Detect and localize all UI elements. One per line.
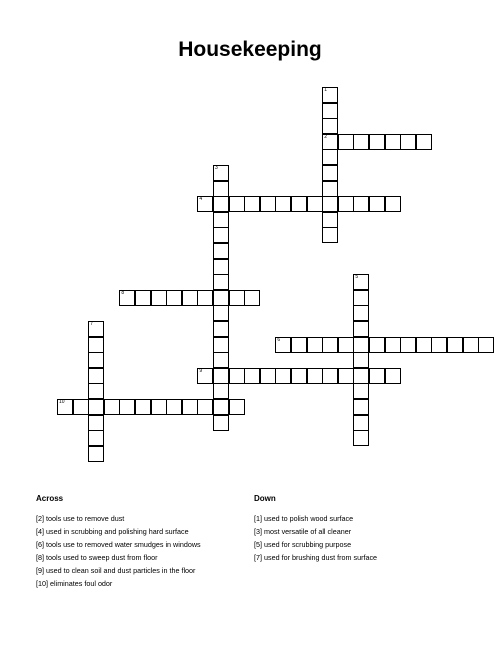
across-clue-list (36, 512, 246, 590)
cell-number: 1 (324, 87, 327, 93)
cell-number: 9 (199, 367, 203, 374)
grid-cell[interactable] (322, 118, 338, 134)
cell-number: 5 (355, 274, 359, 281)
grid-cell[interactable] (322, 149, 338, 165)
grid-cell[interactable] (88, 383, 104, 399)
clue-text: tools used to sweep dust from floor (46, 553, 158, 562)
grid-cell[interactable] (353, 383, 369, 399)
grid-cell[interactable] (338, 337, 354, 353)
grid-cell[interactable] (385, 337, 401, 353)
clue-number: [3] (254, 527, 262, 536)
grid-cell[interactable] (275, 337, 291, 353)
cell-number: 3 (215, 165, 218, 171)
grid-cell[interactable] (88, 415, 104, 431)
down-clue (254, 551, 474, 564)
grid-cell[interactable] (353, 321, 369, 337)
clue-text: used in scrubbing and polishing hard surface (46, 527, 189, 536)
grid-cell[interactable] (88, 321, 104, 337)
grid-cell[interactable] (307, 196, 323, 212)
grid-cell[interactable] (385, 134, 401, 150)
grid-cell[interactable] (88, 352, 104, 368)
grid-cell[interactable] (322, 181, 338, 197)
clue-number: [10] (36, 579, 48, 588)
grid-cell[interactable] (213, 227, 229, 243)
grid-cell[interactable] (104, 399, 120, 415)
grid-cell[interactable] (369, 368, 385, 384)
grid-cell[interactable] (353, 399, 369, 415)
clue-text: tools use to remove dust (46, 514, 125, 523)
grid-cell[interactable] (213, 399, 229, 415)
clue-text: used for brushing dust from surface (264, 553, 378, 562)
grid-cell[interactable] (338, 368, 354, 384)
grid-cell[interactable] (322, 165, 338, 181)
grid-cell[interactable] (119, 290, 135, 306)
down-clue (254, 525, 474, 538)
across-clues (36, 494, 246, 590)
grid-cell[interactable] (416, 337, 432, 353)
grid-cell[interactable] (353, 274, 369, 290)
grid-cell[interactable] (353, 415, 369, 431)
grid-cell[interactable] (88, 399, 104, 415)
cell-number: 4 (199, 196, 203, 203)
grid-cell[interactable] (229, 290, 245, 306)
grid-cell[interactable] (478, 337, 494, 353)
grid-cell[interactable] (369, 196, 385, 212)
across-clue (36, 577, 246, 590)
grid-cell[interactable] (291, 368, 307, 384)
grid-cell[interactable] (353, 196, 369, 212)
grid-cell[interactable] (213, 290, 229, 306)
clue-text: most versatile of all cleaner (264, 527, 352, 536)
across-clue (36, 551, 246, 564)
grid-cell[interactable] (447, 337, 463, 353)
grid-cell[interactable] (229, 368, 245, 384)
grid-cell[interactable] (353, 337, 369, 353)
grid-cell[interactable] (353, 290, 369, 306)
grid-cell[interactable] (73, 399, 89, 415)
grid-cell[interactable] (244, 290, 260, 306)
grid-cell[interactable] (229, 399, 245, 415)
grid-cell[interactable] (197, 399, 213, 415)
down-clue (254, 538, 474, 551)
down-clue-list (254, 512, 474, 564)
cell-number: 2 (324, 133, 327, 140)
clue-text: eliminates foul odor (50, 579, 113, 588)
clue-number: [9] (36, 566, 44, 575)
grid-cell[interactable] (353, 430, 369, 446)
grid-cell[interactable] (151, 290, 167, 306)
grid-cell[interactable] (197, 290, 213, 306)
clue-text: used to polish wood surface (264, 514, 354, 523)
cell-number: 8 (121, 289, 125, 296)
clue-number: [2] (36, 514, 44, 523)
grid-cell[interactable] (291, 337, 307, 353)
grid-cell[interactable] (400, 337, 416, 353)
grid-cell[interactable] (353, 305, 369, 321)
clue-number: [5] (254, 540, 262, 549)
grid-cell[interactable] (197, 368, 213, 384)
grid-cell[interactable] (369, 134, 385, 150)
cell-number: 6 (277, 336, 281, 343)
grid-cell[interactable] (244, 368, 260, 384)
clue-number: [7] (254, 553, 262, 562)
grid-cell[interactable] (322, 134, 338, 150)
grid-cell[interactable] (151, 399, 167, 415)
grid-cell[interactable] (322, 212, 338, 228)
clue-number: [6] (36, 540, 44, 549)
clue-text: used to clean soil and dust particles in the floor (46, 566, 196, 575)
grid-cell[interactable] (244, 196, 260, 212)
grid-cell[interactable] (353, 134, 369, 150)
across-clue (36, 564, 246, 577)
grid-cell[interactable] (275, 368, 291, 384)
grid-cell[interactable] (213, 181, 229, 197)
cell-number: 7 (90, 321, 93, 327)
grid-cell[interactable] (166, 290, 182, 306)
grid-cell[interactable] (213, 196, 229, 212)
cell-number: 10 (59, 399, 65, 405)
grid-cell[interactable] (322, 87, 338, 103)
grid-cell[interactable] (322, 368, 338, 384)
grid-cell[interactable] (213, 259, 229, 275)
grid-cell[interactable] (119, 399, 135, 415)
across-clue (36, 512, 246, 525)
down-heading: Down (254, 494, 276, 503)
grid-cell[interactable] (213, 352, 229, 368)
grid-cell[interactable] (369, 337, 385, 353)
grid-cell[interactable] (260, 196, 276, 212)
grid-cell[interactable] (353, 368, 369, 384)
grid-cell[interactable] (385, 368, 401, 384)
grid-cell[interactable] (213, 305, 229, 321)
grid-cell[interactable] (353, 352, 369, 368)
grid-cell[interactable] (463, 337, 479, 353)
across-heading: Across (36, 494, 64, 503)
grid-cell[interactable] (322, 227, 338, 243)
grid-cell[interactable] (135, 399, 151, 415)
puzzle-title: Housekeeping (178, 38, 322, 61)
clue-text: used for scrubbing purpose (264, 540, 352, 549)
grid-cell[interactable] (385, 196, 401, 212)
grid-cell[interactable] (213, 165, 229, 181)
grid-cell[interactable] (88, 337, 104, 353)
grid-cell[interactable] (88, 430, 104, 446)
grid-cell[interactable] (88, 368, 104, 384)
across-clue (36, 538, 246, 551)
grid-cell[interactable] (135, 290, 151, 306)
down-clues (254, 494, 474, 564)
grid-cell[interactable] (291, 196, 307, 212)
clue-number: [8] (36, 553, 44, 562)
grid-cell[interactable] (213, 415, 229, 431)
grid-cell[interactable] (213, 368, 229, 384)
grid-cell[interactable] (213, 243, 229, 259)
grid-cell[interactable] (400, 134, 416, 150)
grid-cell[interactable] (416, 134, 432, 150)
grid-cell[interactable] (338, 196, 354, 212)
grid-cell[interactable] (182, 399, 198, 415)
down-clue (254, 512, 474, 525)
grid-cell[interactable] (57, 399, 73, 415)
grid-cell[interactable] (431, 337, 447, 353)
across-clue (36, 525, 246, 538)
grid-cell[interactable] (213, 274, 229, 290)
grid-cell[interactable] (307, 337, 323, 353)
clue-text: tools use to removed water smudges in windows (46, 540, 201, 549)
grid-cell[interactable] (213, 212, 229, 228)
grid-cell[interactable] (322, 337, 338, 353)
grid-cell[interactable] (182, 290, 198, 306)
grid-cell[interactable] (275, 196, 291, 212)
grid-cell[interactable] (307, 368, 323, 384)
grid-cell[interactable] (338, 134, 354, 150)
grid-cell[interactable] (322, 103, 338, 119)
grid-cell[interactable] (260, 368, 276, 384)
grid-cell[interactable] (322, 196, 338, 212)
grid-cell[interactable] (197, 196, 213, 212)
grid-cell[interactable] (229, 196, 245, 212)
grid-cell[interactable] (213, 321, 229, 337)
clue-number: [1] (254, 514, 262, 523)
clue-number: [4] (36, 527, 44, 536)
grid-cell[interactable] (88, 446, 104, 462)
grid-cell[interactable] (213, 337, 229, 353)
grid-cell[interactable] (166, 399, 182, 415)
grid-cell[interactable] (213, 383, 229, 399)
